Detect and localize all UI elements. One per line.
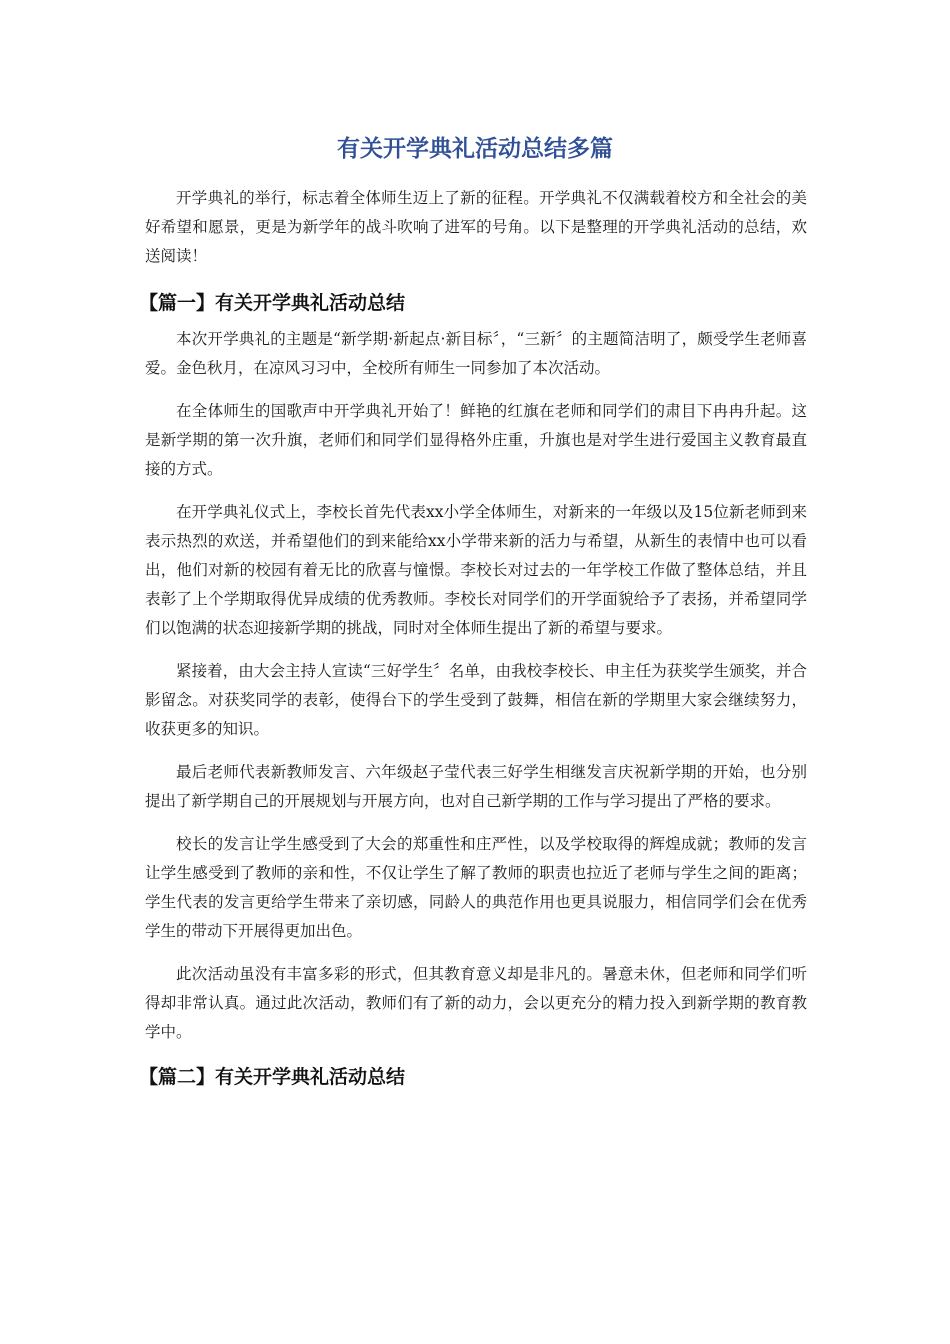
body-paragraph: 此次活动虽没有丰富多彩的形式，但其教育意义却是非凡的。暑意未休，但老师和同学们听得却非常认真。通过此次活动，教师们有了新的动力，会以更充分的精力投入到新学期的教育教学中。 bbox=[145, 965, 807, 1041]
body-paragraph: 在全体师生的国歌声中开学典礼开始了！鲜艳的红旗在老师和同学们的肃目下冉冉升起。这是新学期的第一次升旗，老师们和同学们显得格外庄重，升旗也是对学生进行爱国主义教育最直接的方式。 bbox=[145, 402, 807, 478]
body-paragraph: 本次开学典礼的主题是“新学期·新起点·新目标〞，“三新〞的主题简洁明了，颇受学生老师喜爱。金色秋月，在凉风习习中，全校所有师生一同参加了本次活动。 bbox=[145, 330, 807, 377]
section-heading: 【篇二】有关开学典礼活动总结 bbox=[139, 1066, 406, 1088]
intro-paragraph: 开学典礼的举行，标志着全体师生迈上了新的征程。开学典礼不仅满载着校方和全社会的美好希望和愿景，更是为新学年的战斗吹响了进军的号角。以下是整理的开学典礼活动的总结，欢送阅读！ bbox=[145, 189, 807, 265]
document-title: 有关开学典礼活动总结多篇 bbox=[337, 136, 613, 162]
body-paragraph: 校长的发言让学生感受到了大会的郑重性和庄严性，以及学校取得的辉煌成就；教师的发言让学生感受到了教师的亲和性，不仅让学生了解了教师的职责也拉近了老师与学生之间的距离；学生代表的发言更给学生带来了亲切感，同龄人的典范作用也更具说服力，相信同学们会在优秀学生的带动下开展得更加出色。 bbox=[145, 835, 807, 940]
body-paragraph: 紧接着，由大会主持人宣读“三好学生〞名单，由我校李校长、申主任为获奖学生颁奖，并合影留念。对获奖同学的表彰，使得台下的学生受到了鼓舞，相信在新的学期里大家会继续努力，收获更多的知识。 bbox=[145, 662, 807, 738]
section-heading: 【篇一】有关开学典礼活动总结 bbox=[139, 292, 406, 314]
body-paragraph: 最后老师代表新教师发言、六年级赵子莹代表三好学生相继发言庆祝新学期的开始，也分别提出了新学期自己的开展规划与开展方向，也对自己新学期的工作与学习提出了严格的要求。 bbox=[145, 763, 807, 810]
section-2 bbox=[139, 1061, 807, 1093]
body-paragraph: 在开学典礼仪式上，李校长首先代表xx小学全体师生，对新来的一年级以及15位新老师到来表示热烈的欢送，并希望他们的到来能给xx小学带来新的活力与希望，从新生的表情中也可以看出，他们对新的校园有着无比的欣喜与憧憬。李校长对过去的一年学校工作做了整体总结，并且表彰了上个学期取得优异成绩的优秀教师。李校长对同学们的开学面貌给予了表扬，并希望同学们以饱满的状态迎接新学期的挑战，同时对全体师生提出了新的希望与要求。 bbox=[145, 503, 807, 637]
document-body bbox=[139, 184, 807, 1099]
section-1 bbox=[139, 287, 807, 1047]
